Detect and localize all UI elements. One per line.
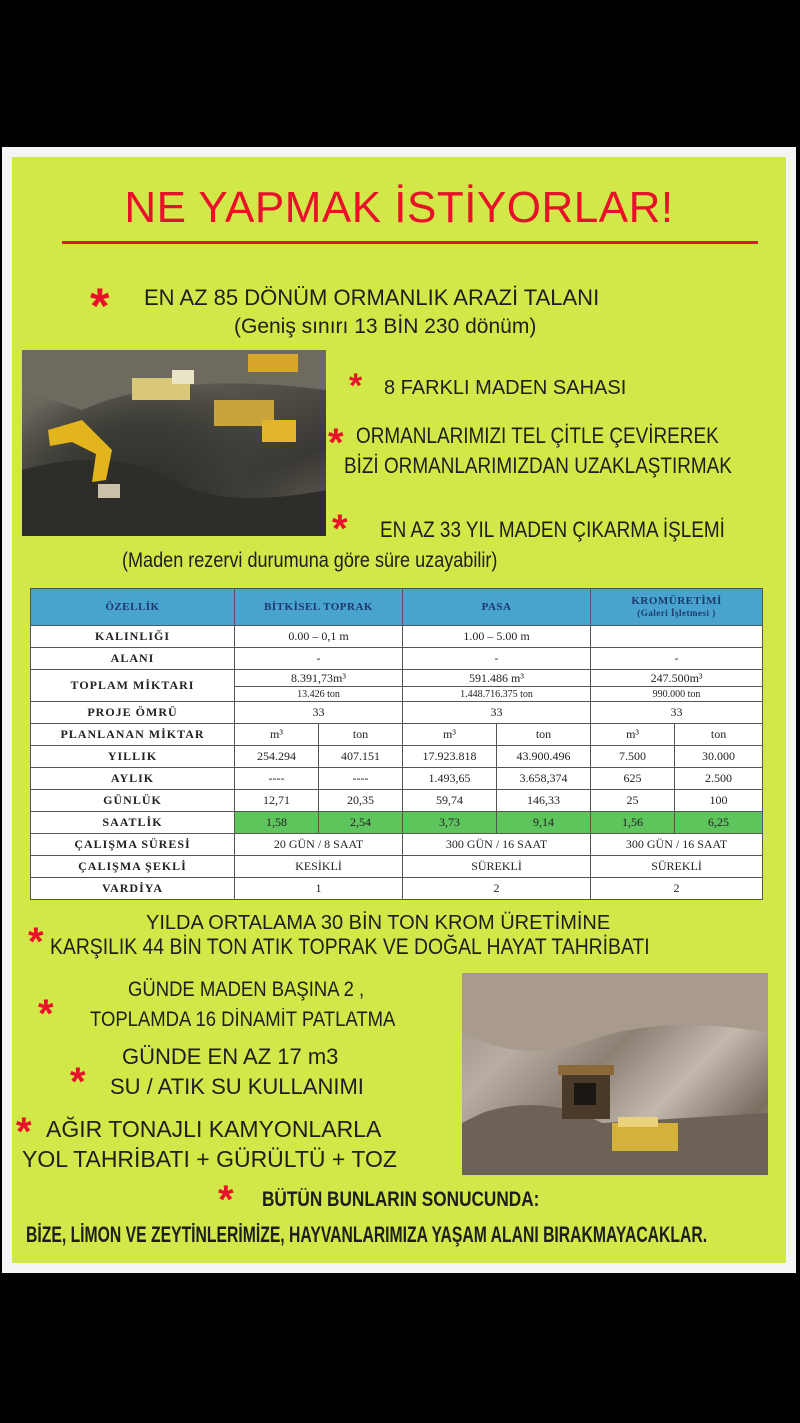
cell: 625	[591, 768, 675, 790]
result-text: BİZE, LİMON VE ZEYTİNLERİMİZE, HAYVANLARIMIZA YAŞAM ALANI BIRAKMAYACAKLAR.	[26, 1222, 708, 1247]
cell: 300 GÜN / 16 SAAT	[591, 834, 763, 856]
header-ozellik: ÖZELLİK	[31, 589, 235, 626]
cell: 20 GÜN / 8 SAAT	[235, 834, 403, 856]
cell: 20,35	[319, 790, 403, 812]
row-label: KALINLIĞI	[31, 626, 235, 648]
cell: m³	[403, 724, 497, 746]
cell: 30.000	[675, 746, 763, 768]
bullet-star-icon: *	[328, 421, 344, 465]
fence-distance-text: BİZİ ORMANLARIMIZDAN UZAKLAŞTIRMAK	[344, 453, 732, 478]
cell: 247.500m³	[591, 670, 763, 687]
bullet-star-icon: *	[90, 278, 110, 334]
poster-title: NE YAPMAK İSTİYORLAR!	[124, 183, 674, 232]
mining-years-text: EN AZ 33 YIL MADEN ÇIKARMA İŞLEMİ	[380, 517, 725, 542]
table-row	[31, 702, 763, 724]
cell: 9,14	[497, 812, 591, 834]
cell: 25	[591, 790, 675, 812]
header-pasa: PASA	[403, 589, 591, 626]
reserve-note-text: (Maden rezervi durumuna göre süre uzayabilir)	[122, 549, 498, 572]
cell: 33	[403, 702, 591, 724]
cell: 33	[591, 702, 763, 724]
cell: 1	[235, 878, 403, 900]
cell: 12,71	[235, 790, 319, 812]
table-row	[31, 626, 763, 648]
table-row	[31, 856, 763, 878]
row-label: GÜNLÜK	[31, 790, 235, 812]
waste-text: YILDA ORTALAMA 30 BİN TON KROM ÜRETİMİNE	[146, 912, 611, 934]
cell: SÜREKLİ	[591, 856, 763, 878]
cell: 407.151	[319, 746, 403, 768]
cell: ton	[497, 724, 591, 746]
cell: -	[235, 648, 403, 670]
bullet-star-icon: *	[28, 920, 44, 964]
cell: KESİKLİ	[235, 856, 403, 878]
cell: 2.500	[675, 768, 763, 790]
header-krom	[591, 589, 763, 626]
bullet-star-icon: *	[349, 367, 363, 405]
table-row	[31, 724, 763, 746]
cell: 146,33	[497, 790, 591, 812]
cell: 3.658,374	[497, 768, 591, 790]
table-row	[31, 670, 763, 687]
row-label: YILLIK	[31, 746, 235, 768]
cell: 254.294	[235, 746, 319, 768]
cell: 7.500	[591, 746, 675, 768]
trucks-text: AĞIR TONAJLI KAMYONLARLA	[46, 1116, 382, 1142]
cell: 300 GÜN / 16 SAAT	[403, 834, 591, 856]
title-underline	[62, 241, 758, 244]
road-damage-text: YOL TAHRİBATI + GÜRÜLTÜ + TOZ	[22, 1146, 397, 1172]
fence-text: ORMANLARIMIZI TEL ÇİTLE ÇEVİREREK	[356, 423, 719, 448]
cell: ----	[319, 768, 403, 790]
cell: 17.923.818	[403, 746, 497, 768]
bullet-star-icon: *	[332, 507, 348, 551]
result-heading: BÜTÜN BUNLARIN SONUCUNDA:	[262, 1188, 540, 1211]
table-row	[31, 812, 763, 834]
cell: 8.391,73m³	[235, 670, 403, 687]
cell: 2,54	[319, 812, 403, 834]
mine-sites-text: 8 FARKLI MADEN SAHASI	[384, 377, 627, 399]
cell: 1,58	[235, 812, 319, 834]
row-label: VARDİYA	[31, 878, 235, 900]
table-row	[31, 790, 763, 812]
cell: 591.486 m³	[403, 670, 591, 687]
row-label: ÇALIŞMA ŞEKLİ	[31, 856, 235, 878]
row-label: AYLIK	[31, 768, 235, 790]
row-label: TOPLAM MİKTARI	[31, 670, 235, 702]
row-label: PROJE ÖMRÜ	[31, 702, 235, 724]
row-label: PLANLANAN MİKTAR	[31, 724, 235, 746]
row-label: ALANI	[31, 648, 235, 670]
bullet-star-icon: *	[16, 1110, 32, 1154]
cell: 3,73	[403, 812, 497, 834]
row-label: ÇALIŞMA SÜRESİ	[31, 834, 235, 856]
table-row	[31, 746, 763, 768]
cell: 59,74	[403, 790, 497, 812]
cell: m³	[235, 724, 319, 746]
cell: 1.493,65	[403, 768, 497, 790]
dynamite-text: TOPLAMDA 16 DİNAMİT PATLATMA	[90, 1008, 396, 1031]
header-bitkisel: BİTKİSEL TOPRAK	[235, 589, 403, 626]
cell: 33	[235, 702, 403, 724]
table-row	[31, 648, 763, 670]
cell: ton	[319, 724, 403, 746]
header-krom-sub: (Galeri İşletmesi )	[637, 608, 716, 618]
forest-boundary-text: (Geniş sınırı 13 BİN 230 dönüm)	[234, 315, 537, 338]
table-row	[31, 768, 763, 790]
water-usage-text: SU / ATIK SU KULLANIMI	[110, 1074, 364, 1099]
cell: 1,56	[591, 812, 675, 834]
cell: 1.448.716.375 ton	[403, 687, 591, 702]
cell: 100	[675, 790, 763, 812]
tunnel-scene-icon	[462, 973, 768, 1175]
bullet-star-icon: *	[38, 992, 54, 1036]
table-row	[31, 878, 763, 900]
cell: ----	[235, 768, 319, 790]
row-label: SAATLİK	[31, 812, 235, 834]
cell: 43.900.496	[497, 746, 591, 768]
cell: 13.426 ton	[235, 687, 403, 702]
mine-scene-icon	[22, 350, 326, 536]
bullet-star-icon: *	[218, 1178, 234, 1222]
header-krom-title: KROMÜRETİMİ	[631, 594, 722, 607]
open-pit-mine-photo	[22, 350, 326, 536]
cell: m³	[591, 724, 675, 746]
cell: 0.00 – 0,1 m	[235, 626, 403, 648]
cell: 1.00 – 5.00 m	[403, 626, 591, 648]
cell: 2	[403, 878, 591, 900]
water-text: GÜNDE EN AZ 17 m3	[122, 1044, 339, 1069]
table-row	[31, 834, 763, 856]
cell: -	[591, 648, 763, 670]
bullet-star-icon: *	[70, 1060, 86, 1104]
cell: SÜREKLİ	[403, 856, 591, 878]
cell: -	[403, 648, 591, 670]
blast-text: GÜNDE MADEN BAŞINA 2 ,	[128, 978, 365, 1001]
waste-impact-text: KARŞILIK 44 BİN TON ATIK TOPRAK VE DOĞAL HAYAT TAHRİBATI	[50, 934, 650, 959]
cell	[591, 626, 763, 648]
mining-data-table	[30, 588, 763, 900]
forest-area-text: EN AZ 85 DÖNÜM ORMANLIK ARAZİ TALANI	[144, 285, 600, 310]
cell: 990.000 ton	[591, 687, 763, 702]
cell: ton	[675, 724, 763, 746]
tunnel-mine-photo	[462, 973, 768, 1175]
cell: 6,25	[675, 812, 763, 834]
cell: 2	[591, 878, 763, 900]
